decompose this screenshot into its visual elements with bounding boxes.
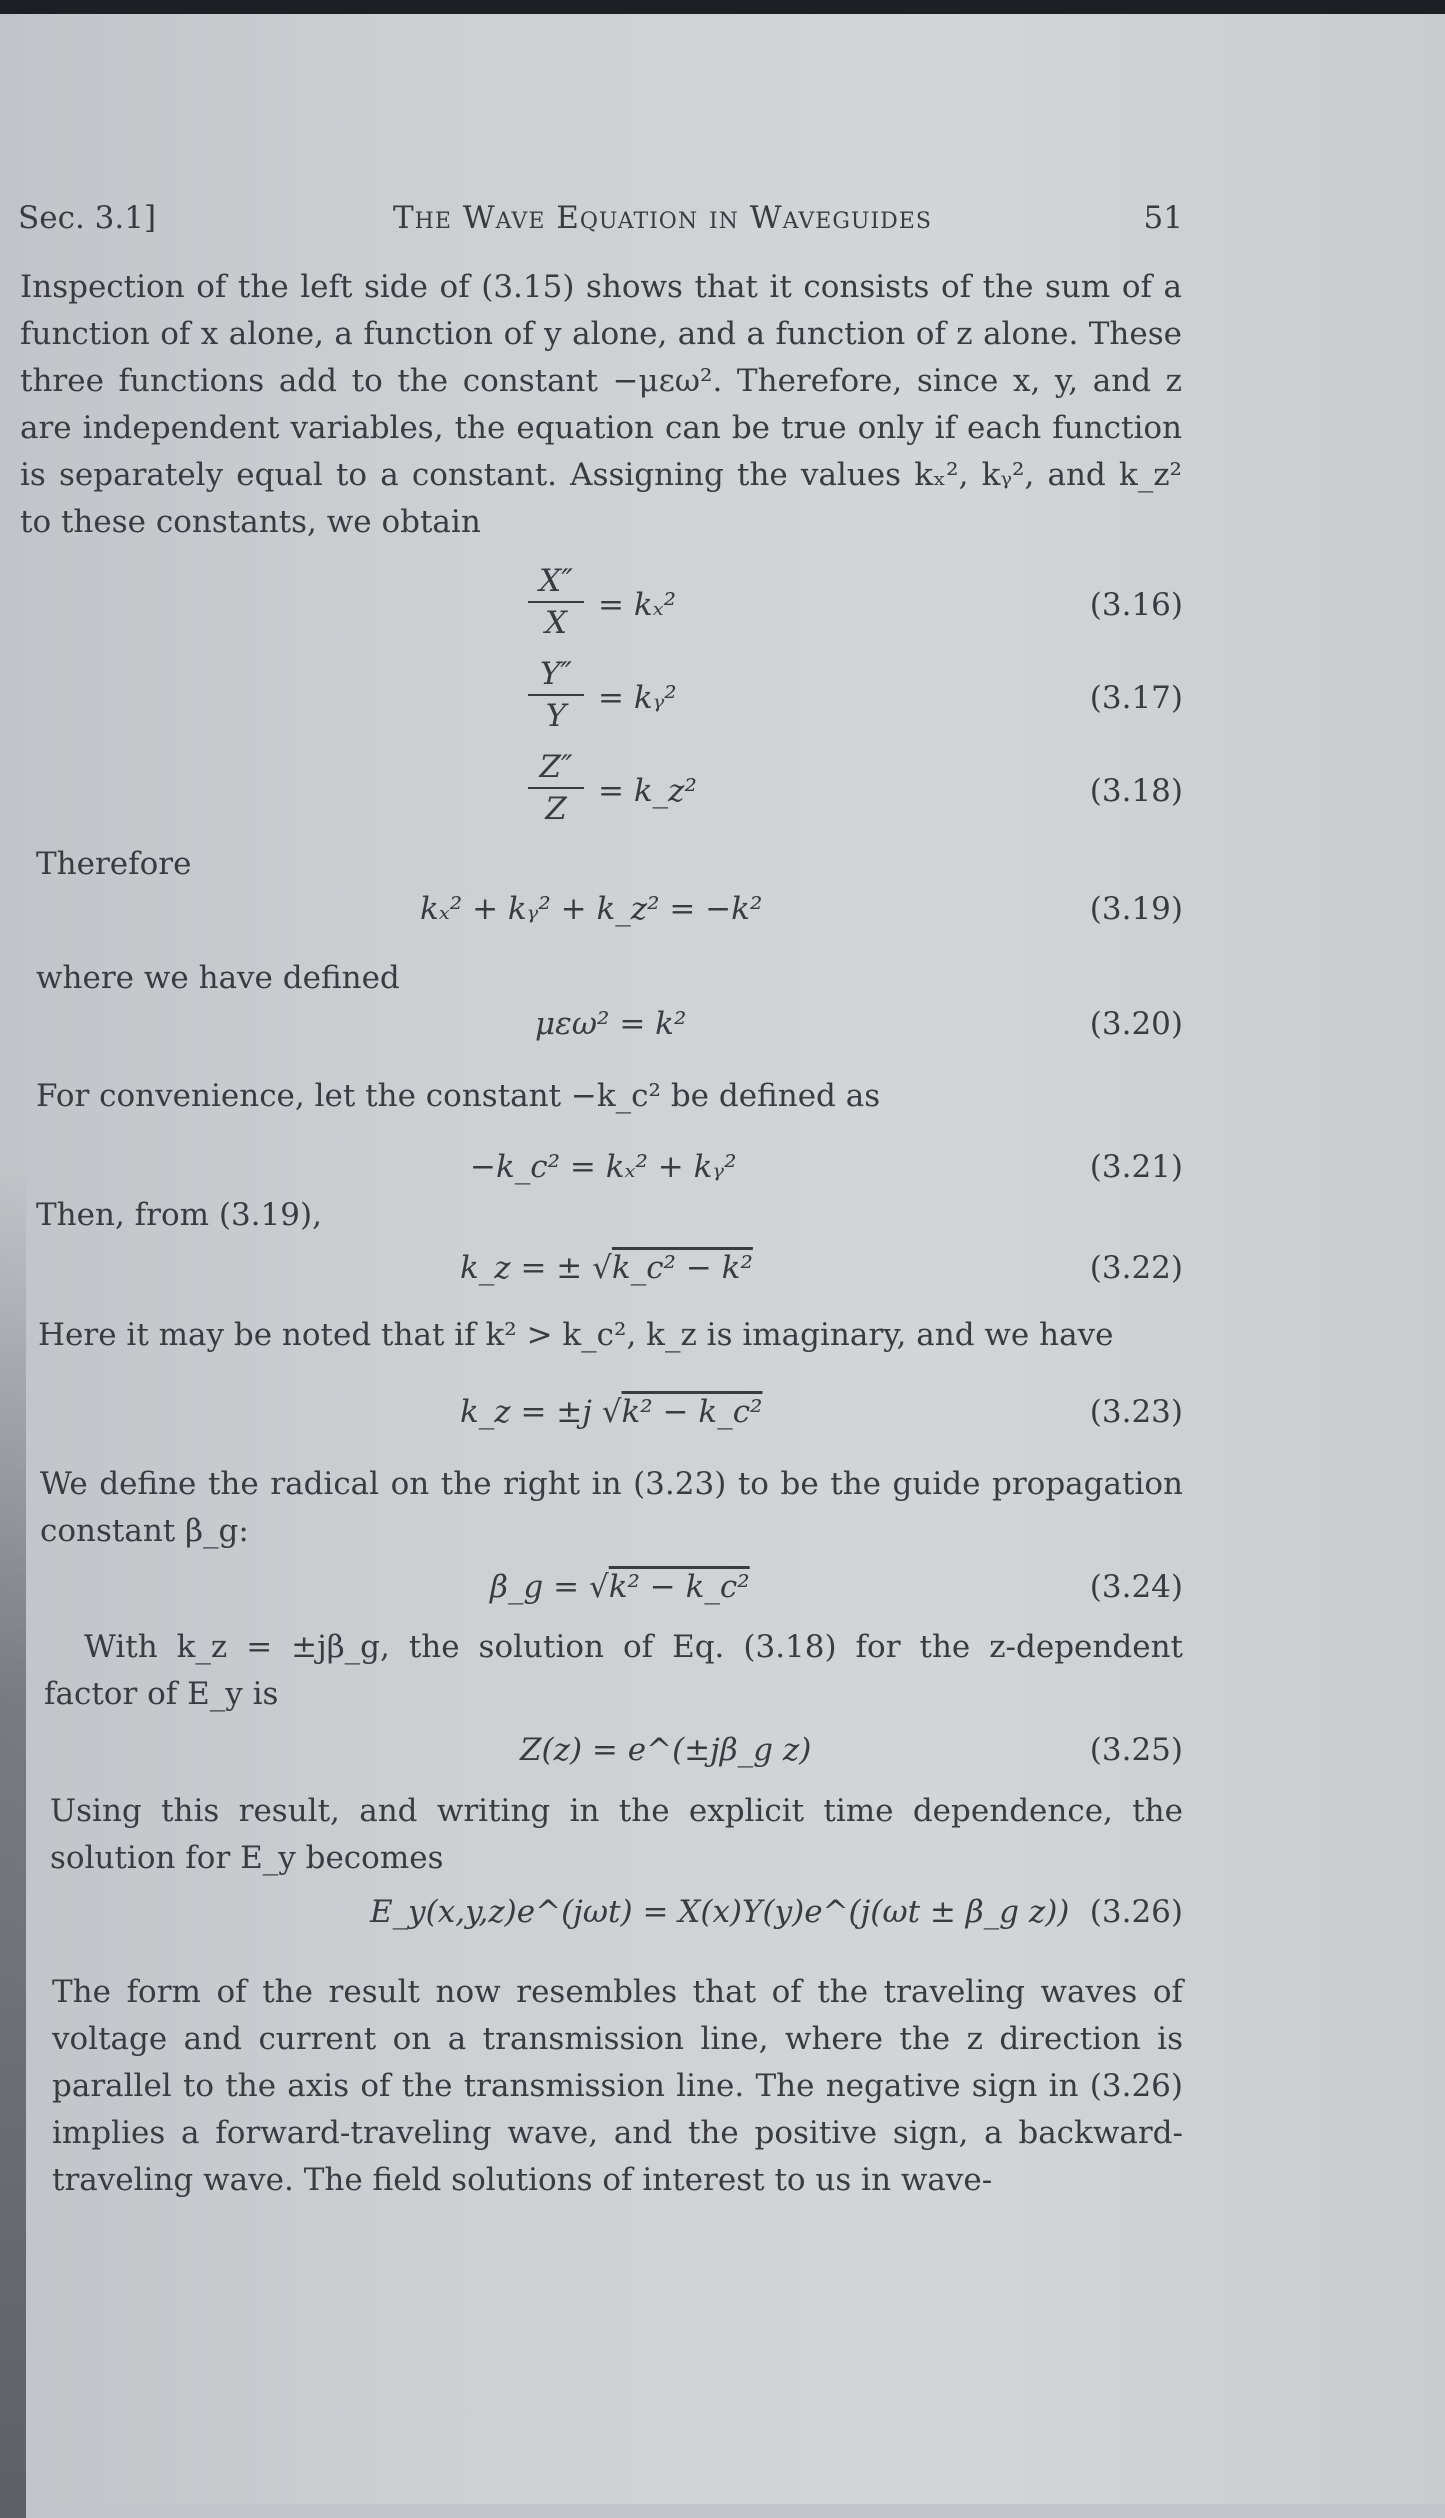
equation-rhs: = kᵧ² <box>598 680 677 716</box>
equation-3-19: kₓ² + kᵧ² + k_z² = −k² <box>420 891 763 927</box>
paragraph-with: With k_z = ±jβ_g, the solution of Eq. (3.18) for the z-dependent factor of E_y is <box>44 1629 1183 1712</box>
fraction-denominator: Y <box>545 698 567 734</box>
equation-number: (3.23) <box>1089 1394 1183 1430</box>
chapter-title: The Wave Equation in Waveguides <box>393 200 932 236</box>
equation-number: (3.18) <box>1089 773 1183 809</box>
book-page <box>0 14 1445 2504</box>
equation-3-23 <box>460 1394 762 1430</box>
equation-rhs: = k_z² <box>598 773 697 809</box>
equation-number: (3.20) <box>1089 1006 1183 1042</box>
label-where-defined: where we have defined <box>36 960 400 996</box>
page-number: 51 <box>1143 200 1183 236</box>
fraction-3-18 <box>528 749 584 827</box>
running-header <box>18 200 1183 240</box>
paragraph-using: Using this result, and writing in the explicit time dependence, the solution for E_y becomes <box>50 1793 1183 1876</box>
equation-lhs: k_z = ±j <box>460 1394 592 1430</box>
paragraph-form: The form of the result now resembles that of the traveling waves of voltage and current on a transmission line, where the z direction is parallel to the axis of the transmission line. The negative sign in (3.26) implies a forward-traveling wave, and the positive sign, a backward-traveling wave. The field solutions of interest to us in wave- <box>52 1974 1183 2198</box>
equation-number: (3.26) <box>1089 1894 1183 1930</box>
fraction-numerator: X″ <box>528 563 584 603</box>
section-ref: Sec. 3.1] <box>18 200 157 236</box>
equation-number: (3.24) <box>1089 1569 1183 1605</box>
sqrt-icon: √ <box>601 1394 622 1430</box>
fraction-numerator: Z″ <box>528 749 584 789</box>
equation-number: (3.21) <box>1089 1149 1183 1185</box>
radicand: k² − k_c² <box>608 1569 750 1605</box>
equation-3-21: −k_c² = kₓ² + kᵧ² <box>470 1149 737 1185</box>
equation-rhs: = kₓ² <box>598 587 677 623</box>
fraction-denominator: Z <box>545 791 567 827</box>
fraction-numerator: Y″ <box>528 656 584 696</box>
radicand: k² − k_c² <box>621 1394 763 1430</box>
equation-3-22 <box>460 1250 753 1286</box>
equation-number: (3.16) <box>1089 587 1183 623</box>
fraction-3-17 <box>528 656 584 734</box>
equation-number: (3.19) <box>1089 891 1183 927</box>
binding-shadow <box>0 1164 26 2518</box>
equation-3-26: E_y(x,y,z)e^(jωt) = X(x)Y(y)e^(j(ωt ± β_g z)) <box>370 1894 1070 1930</box>
equation-number: (3.17) <box>1089 680 1183 716</box>
equation-lhs: β_g = <box>490 1569 580 1605</box>
equation-lhs: k_z = ± <box>460 1250 583 1286</box>
equation-number: (3.22) <box>1089 1250 1183 1286</box>
equation-number: (3.25) <box>1089 1732 1183 1768</box>
fraction-denominator: X <box>544 605 568 641</box>
label-therefore: Therefore <box>36 846 192 882</box>
top-edge-band <box>0 0 1445 14</box>
label-convenience: For convenience, let the constant −k_c² be defined as <box>36 1078 881 1114</box>
equation-3-24 <box>490 1569 750 1605</box>
radicand: k_c² − k² <box>611 1250 753 1286</box>
sqrt-icon: √ <box>588 1569 609 1605</box>
label-here: Here it may be noted that if k² > k_c², k_z is imaginary, and we have <box>38 1317 1114 1353</box>
paragraph-inspection: Inspection of the left side of (3.15) shows that it consists of the sum of a function of x alone, a function of y alone, and a function of z alone. These three functions add to the constant −μεω². Therefore, since x, y, and z are independent variables, the equation can be true only if each function is separately equal to a constant. Assigning the values kₓ², kᵧ², and k_z² to these constants, we obtain <box>20 269 1182 540</box>
sqrt-icon: √ <box>592 1250 612 1286</box>
label-then: Then, from (3.19), <box>36 1197 322 1233</box>
equation-3-20: μεω² = k² <box>535 1006 687 1042</box>
fraction-3-16 <box>528 563 584 641</box>
equation-3-25: Z(z) = e^(±jβ_g z) <box>520 1732 812 1768</box>
paragraph-define: We define the radical on the right in (3.23) to be the guide propagation constant β_g: <box>40 1466 1183 1549</box>
